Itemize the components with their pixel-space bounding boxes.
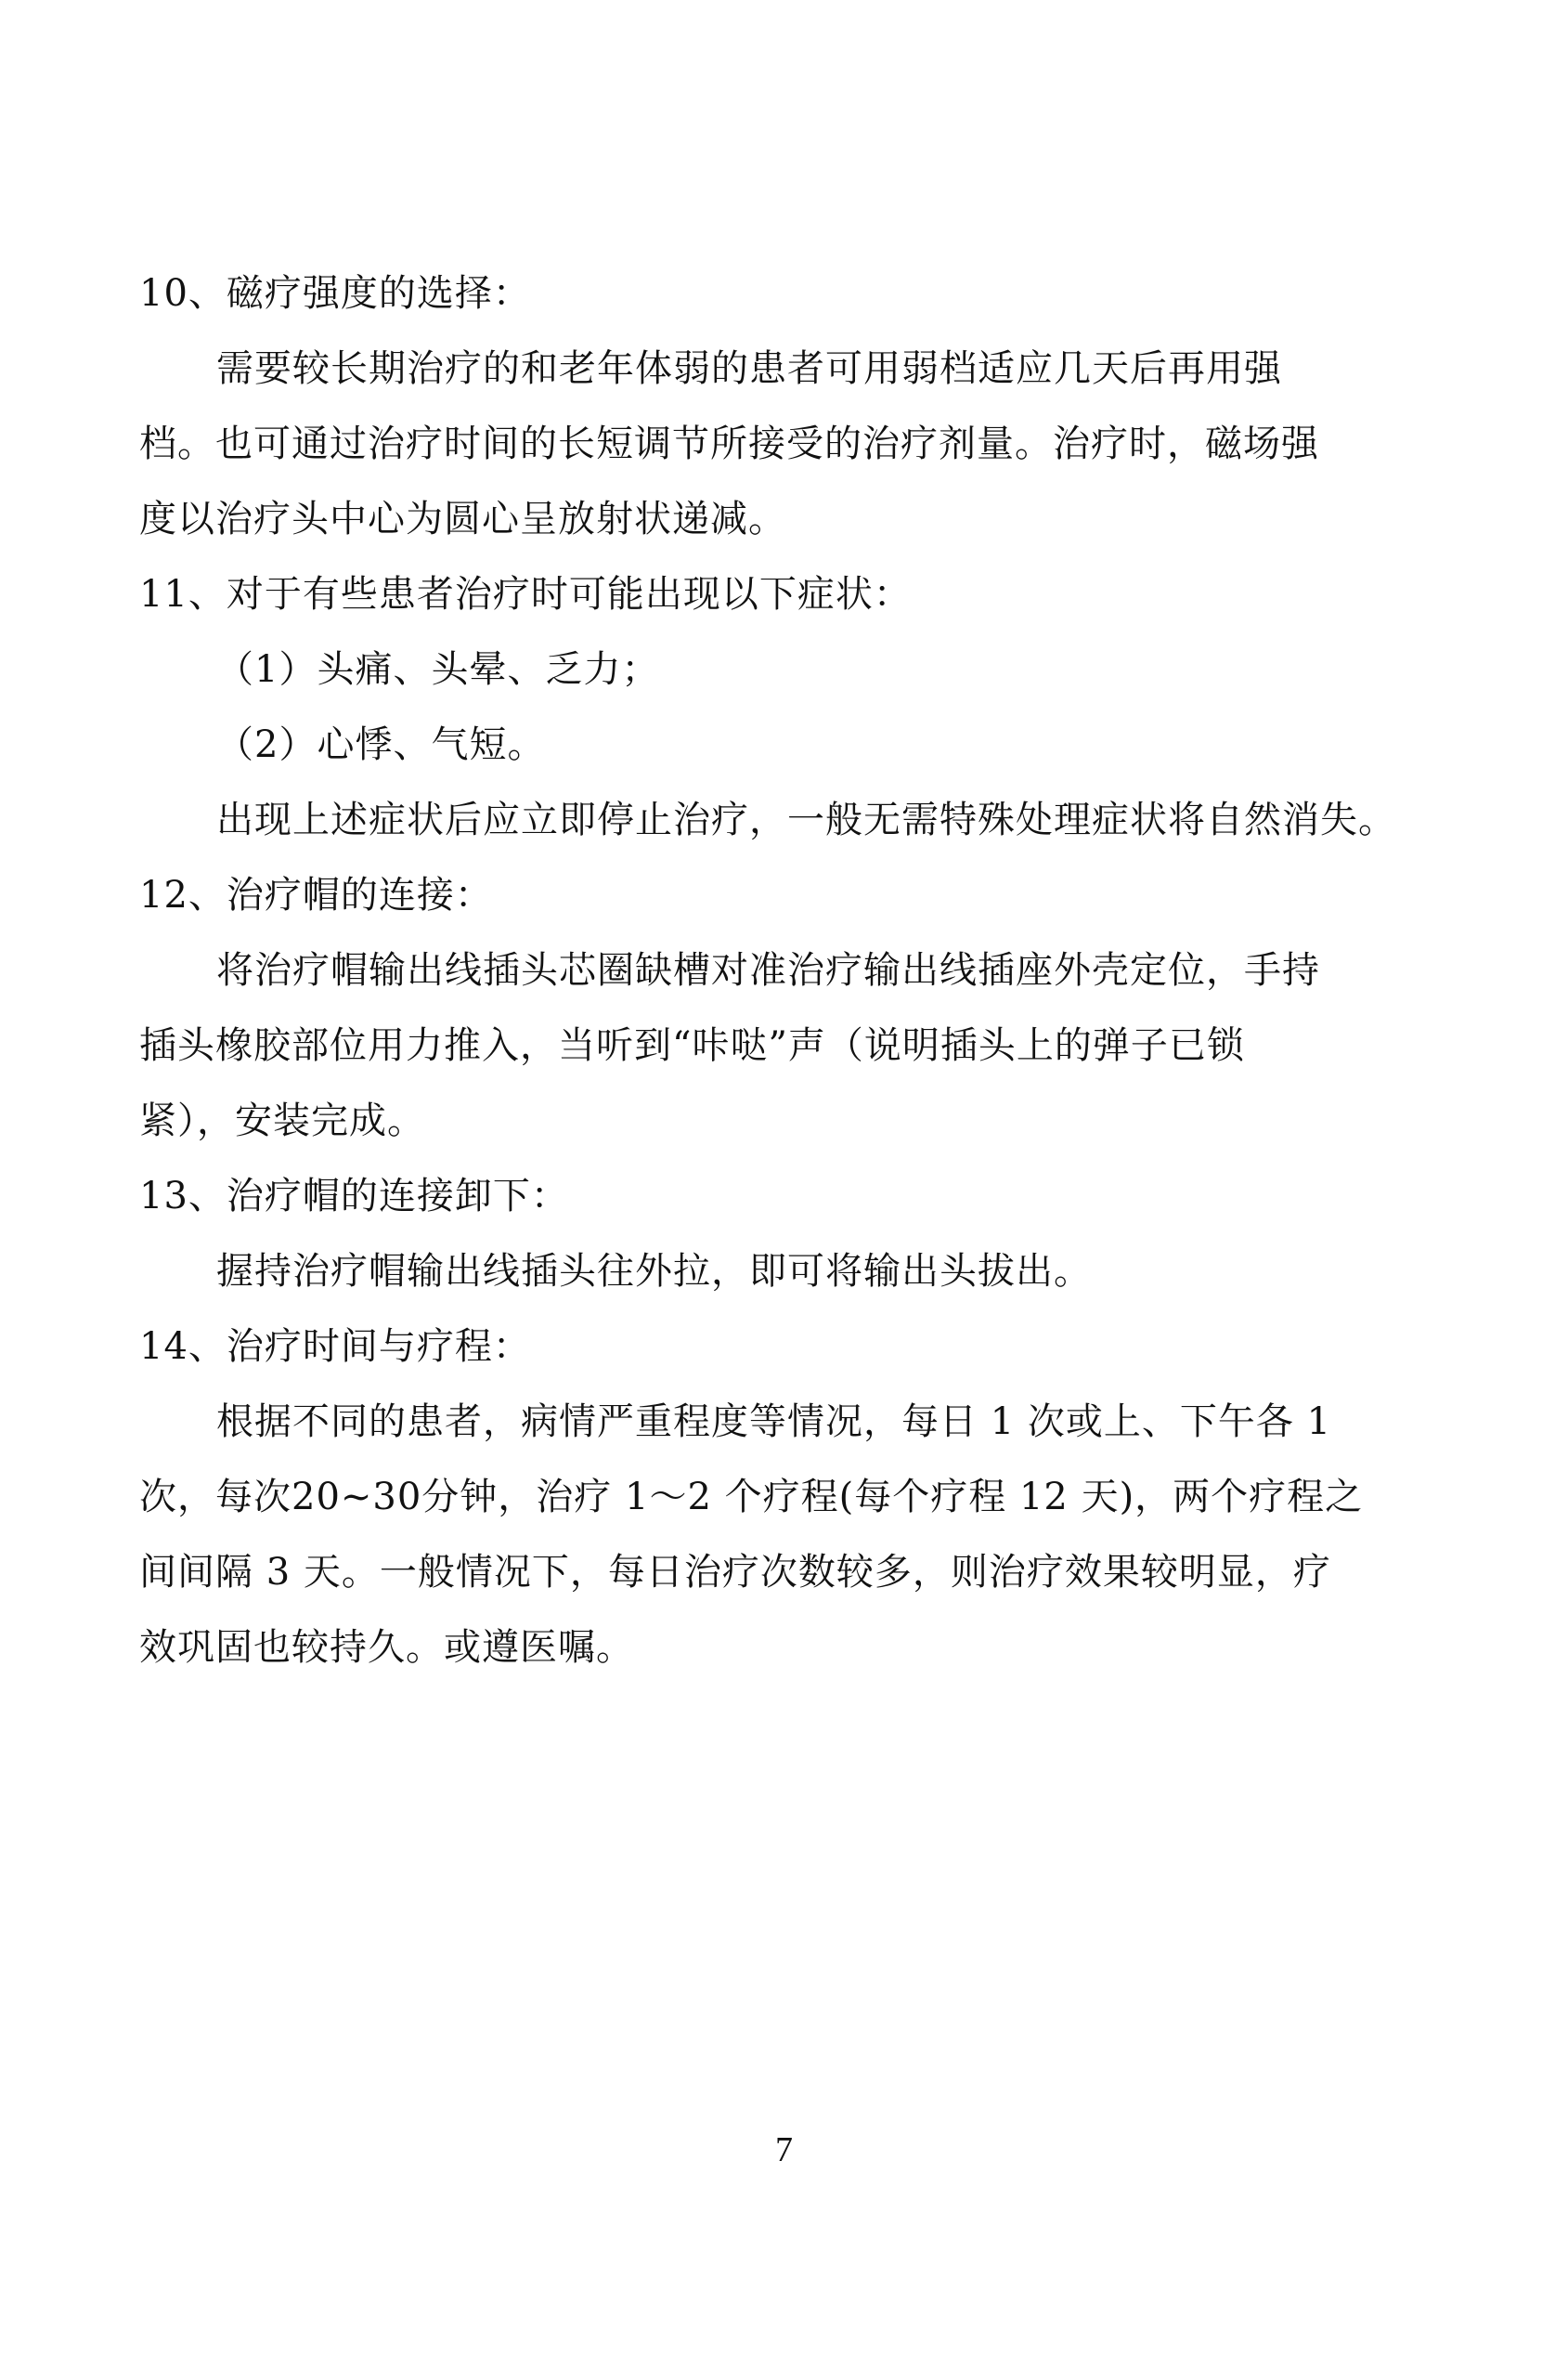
- paragraph-line: 插头橡胶部位用力推入，当听到“咔哒”声（说明插头上的弹子已锁: [139, 1024, 1245, 1067]
- paragraph-line: 需要较长期治疗的和老年体弱的患者可用弱档适应几天后再用强: [216, 347, 1282, 390]
- heading-13-cap-removal: 13、治疗帽的连接卸下：: [139, 1175, 569, 1217]
- list-item: （1）头痛、头晕、乏力；: [216, 648, 660, 691]
- document-body: [139, 256, 1402, 1686]
- paragraph-line: 档。也可通过治疗时间的长短调节所接受的治疗剂量。治疗时，磁场强: [139, 423, 1319, 465]
- paragraph-line: 将治疗帽输出线插头芯圈缺槽对准治疗输出线插座外壳定位，手持: [216, 949, 1320, 992]
- paragraph-line: 间间隔 3 天。一般情况下，每日治疗次数较多，则治疗效果较明显，疗: [139, 1551, 1331, 1594]
- paragraph-line: 次，每次20~30分钟，治疗 1～2 个疗程(每个疗程 12 天)，两个疗程之: [139, 1476, 1364, 1518]
- paragraph-line: 根据不同的患者，病情严重程度等情况，每日 1 次或上、下午各 1: [216, 1400, 1332, 1443]
- heading-12-cap-connection: 12、治疗帽的连接：: [139, 874, 493, 917]
- paragraph-line: 度以治疗头中心为圆心呈放射状递减。: [139, 498, 786, 540]
- paragraph-line: 效巩固也较持久。或遵医嘱。: [139, 1626, 634, 1669]
- heading-14-treatment-time: 14、治疗时间与疗程：: [139, 1325, 531, 1368]
- paragraph-line: 握持治疗帽输出线插头往外拉，即可将输出头拔出。: [216, 1250, 1092, 1293]
- heading-11-symptoms: 11、对于有些患者治疗时可能出现以下症状：: [139, 573, 912, 616]
- heading-10-strength-selection: 10、磁疗强度的选择：: [139, 272, 531, 315]
- list-item: （2）心悸、气短。: [216, 723, 546, 766]
- paragraph-line: 出现上述症状后应立即停止治疗，一般无需特殊处理症状将自然消失。: [216, 799, 1396, 841]
- paragraph-line: 紧），安装完成。: [139, 1100, 425, 1142]
- page-number: 7: [775, 2130, 793, 2169]
